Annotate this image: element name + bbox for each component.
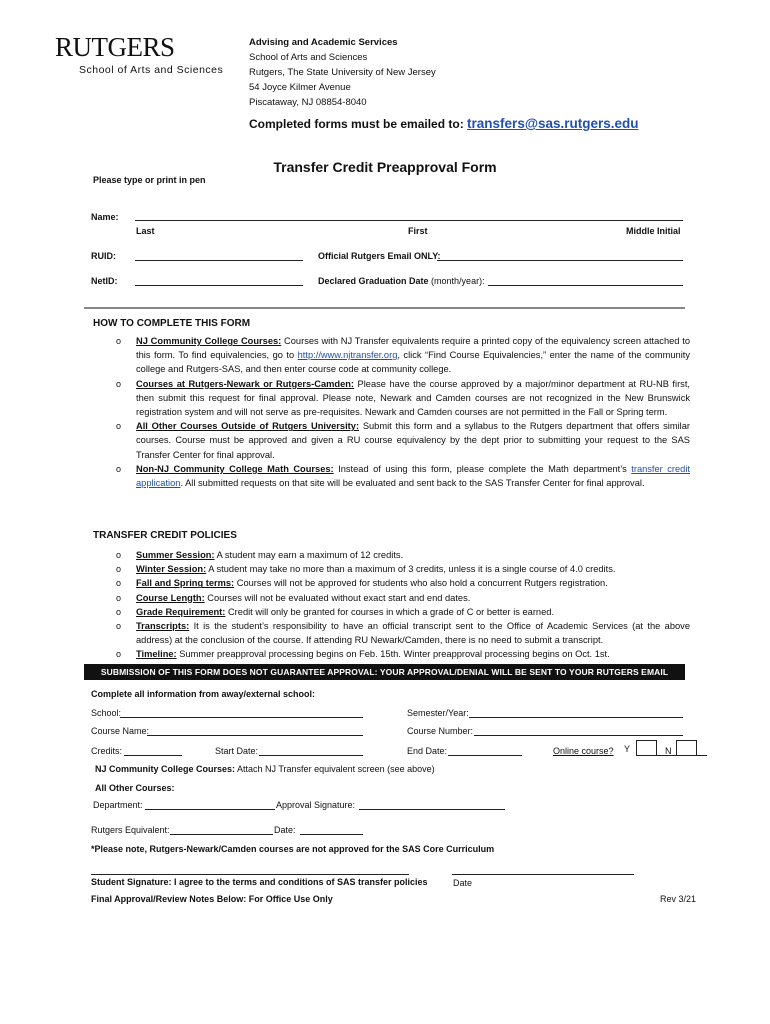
student-signature-label: Student Signature: I agree to the terms and conditions of SAS transfer policies (91, 877, 428, 887)
section-divider (84, 307, 685, 309)
how-to-item: o All Other Courses Outside of Rutgers University: Submit this form and a syllabus to the Rutgers department that offers similar courses. Course must be approved and given a RU course equivalency by the dept prior to submitting your request to the SAS Transfer Center for final approval. (116, 421, 690, 460)
policies-heading: TRANSFER CREDIT POLICIES (93, 530, 237, 541)
approval-signature-label: Approval Signature: (276, 800, 356, 810)
online-no-checkbox[interactable] (676, 740, 697, 756)
first-name-label: First (408, 226, 428, 236)
semester-field[interactable] (469, 717, 683, 718)
email-instruction (249, 116, 639, 131)
how-to-item: o NJ Community College Courses: Courses with NJ Transfer equivalents require a printed copy of the equivalency screen attached to this form. To find equivalencies, go to http://www.njtransfer.org, click “Find Course Equivalencies,” enter the name of the community college and Rutgers-SAS, and then enter course code at community college. (116, 336, 690, 375)
rutgers-email-label: Official Rutgers Email ONLY: (318, 251, 441, 261)
rutgers-email-field[interactable] (437, 260, 683, 261)
policy-item: o Transcripts: It is the student’s responsibility to have an official transcript sent to the Office of Academic Services (at the above address) at the conclusion of the course. If attending RU Newark/Camden, there is no need to submit a transcript. (116, 621, 690, 646)
other-courses-label: All Other Courses: (95, 783, 175, 793)
signature-date-label: Date (453, 878, 473, 888)
policy-item: o Grade Requirement: Credit will only be granted for courses in which a grade of C or better is earned. (116, 606, 555, 617)
office-use-label: Final Approval/Review Notes Below: For Office Use Only (91, 894, 333, 904)
how-to-item: o Courses at Rutgers-Newark or Rutgers-Camden: Please have the course approved by a major/minor department at RU-NB first, then submit this request for final approval. Please note, Newark and Camden courses are not recognized in the New Brunswick registration system and will not serve as pre-requisites. Newark and Camden courses are not permitted in the Fall or Spring term. (116, 378, 690, 418)
student-signature-field[interactable] (91, 874, 409, 875)
online-no-label: N (665, 746, 672, 756)
name-field[interactable] (135, 220, 683, 221)
policy-item: o Course Length: Courses will not be evaluated without exact start and end dates. (116, 592, 471, 603)
signature-date-field[interactable] (452, 874, 634, 875)
online-yes-label: Y (624, 744, 631, 754)
math-transfer-application-link[interactable]: transfer credit application (136, 463, 690, 489)
email-prefix: Completed forms must be emailed to: (249, 117, 468, 131)
form-title: Transfer Credit Preapproval Form (273, 159, 497, 175)
ruid-label: RUID: (91, 251, 116, 261)
office-address (249, 35, 436, 110)
end-date-label: End Date: (407, 746, 448, 756)
online-underline (655, 755, 707, 756)
equivalent-date-label: Date: (274, 825, 296, 835)
credits-label: Credits: (91, 746, 123, 756)
course-name-field[interactable] (147, 735, 363, 736)
credits-field[interactable] (124, 755, 182, 756)
course-number-field[interactable] (474, 735, 683, 736)
core-curriculum-note: *Please note, Rutgers-Newark/Camden courses are not approved for the SAS Core Curriculum (91, 844, 495, 854)
end-date-field[interactable] (448, 755, 522, 756)
rutgers-logo: RUTGERS (55, 32, 175, 62)
how-to-list (84, 334, 690, 490)
semester-label: Semester/Year: (407, 708, 469, 718)
policies-list (84, 548, 690, 662)
approval-signature-field[interactable] (359, 809, 505, 810)
graduation-date-field[interactable] (488, 285, 683, 286)
school-field[interactable] (120, 717, 363, 718)
how-to-item: o Non-NJ Community College Math Courses: Instead of using this form, please complete the Math department’s transfer credit application. All submitted requests on that site will be evaluated and sent back to the SAS Transfer Center for final approval. (116, 463, 690, 489)
instruction-text: Please type or print in pen (93, 175, 206, 185)
name-label: Name: (91, 212, 119, 222)
office-name: Advising and Academic Services (249, 37, 398, 48)
equivalent-date-field[interactable] (300, 834, 363, 835)
netid-label: NetID: (91, 276, 118, 286)
netid-field[interactable] (135, 285, 303, 286)
school-name: School of Arts and Sciences (249, 52, 368, 63)
street-address: 54 Joyce Kilmer Avenue (249, 82, 351, 93)
policy-item: o Fall and Spring terms: Courses will not be approved for students who also hold a concurrent Rutgers registration. (116, 578, 608, 589)
how-to-heading: HOW TO COMPLETE THIS FORM (93, 318, 251, 329)
city-address: Piscataway, NJ 08854-8040 (249, 97, 367, 108)
course-name-label: Course Name: (91, 726, 150, 736)
njcc-instruction: NJ Community College Courses: Attach NJ Transfer equivalent screen (see above) (95, 764, 435, 774)
course-number-label: Course Number: (407, 726, 474, 736)
department-label: Department: (93, 800, 143, 810)
online-course-label: Online course? (553, 746, 614, 756)
policy-item: o Winter Session: A student may take no more than a maximum of 3 credits, unless it is a single course of 4.0 credits. (116, 564, 616, 575)
submission-banner: SUBMISSION OF THIS FORM DOES NOT GUARANTEE APPROVAL: YOUR APPROVAL/DENIAL WILL BE SENT TO YOUR RUTGERS EMAIL ADDRESS WITHIN 2 WEEKS (84, 664, 685, 680)
rutgers-logo-subtitle: School of Arts and Sciences (79, 64, 224, 76)
department-field[interactable] (145, 809, 275, 810)
policy-item: o Timeline: Summer preapproval processing begins on Feb. 15th. Winter preapproval processing begins on Oct. 1st. (116, 649, 610, 660)
revision-label: Rev 3/21 (660, 894, 697, 904)
middle-initial-label: Middle Initial (626, 226, 681, 236)
external-school-heading: Complete all information from away/external school: (91, 689, 316, 699)
school-label: School: (91, 708, 122, 718)
rutgers-equivalent-field[interactable] (170, 834, 273, 835)
last-name-label: Last (136, 226, 155, 236)
ruid-field[interactable] (135, 260, 303, 261)
policy-item: o Summer Session: A student may earn a maximum of 12 credits. (116, 550, 404, 560)
university-name: Rutgers, The State University of New Jersey (249, 67, 436, 78)
start-date-label: Start Date: (215, 746, 259, 756)
graduation-date-label: Declared Graduation Date (month/year): (318, 276, 485, 286)
njtransfer-link[interactable]: http://www.njtransfer.org (297, 350, 398, 361)
start-date-field[interactable] (259, 755, 363, 756)
submission-email-link[interactable]: transfers@sas.rutgers.edu (467, 116, 639, 131)
online-yes-checkbox[interactable] (636, 740, 657, 756)
rutgers-equivalent-label: Rutgers Equivalent: (91, 825, 170, 835)
